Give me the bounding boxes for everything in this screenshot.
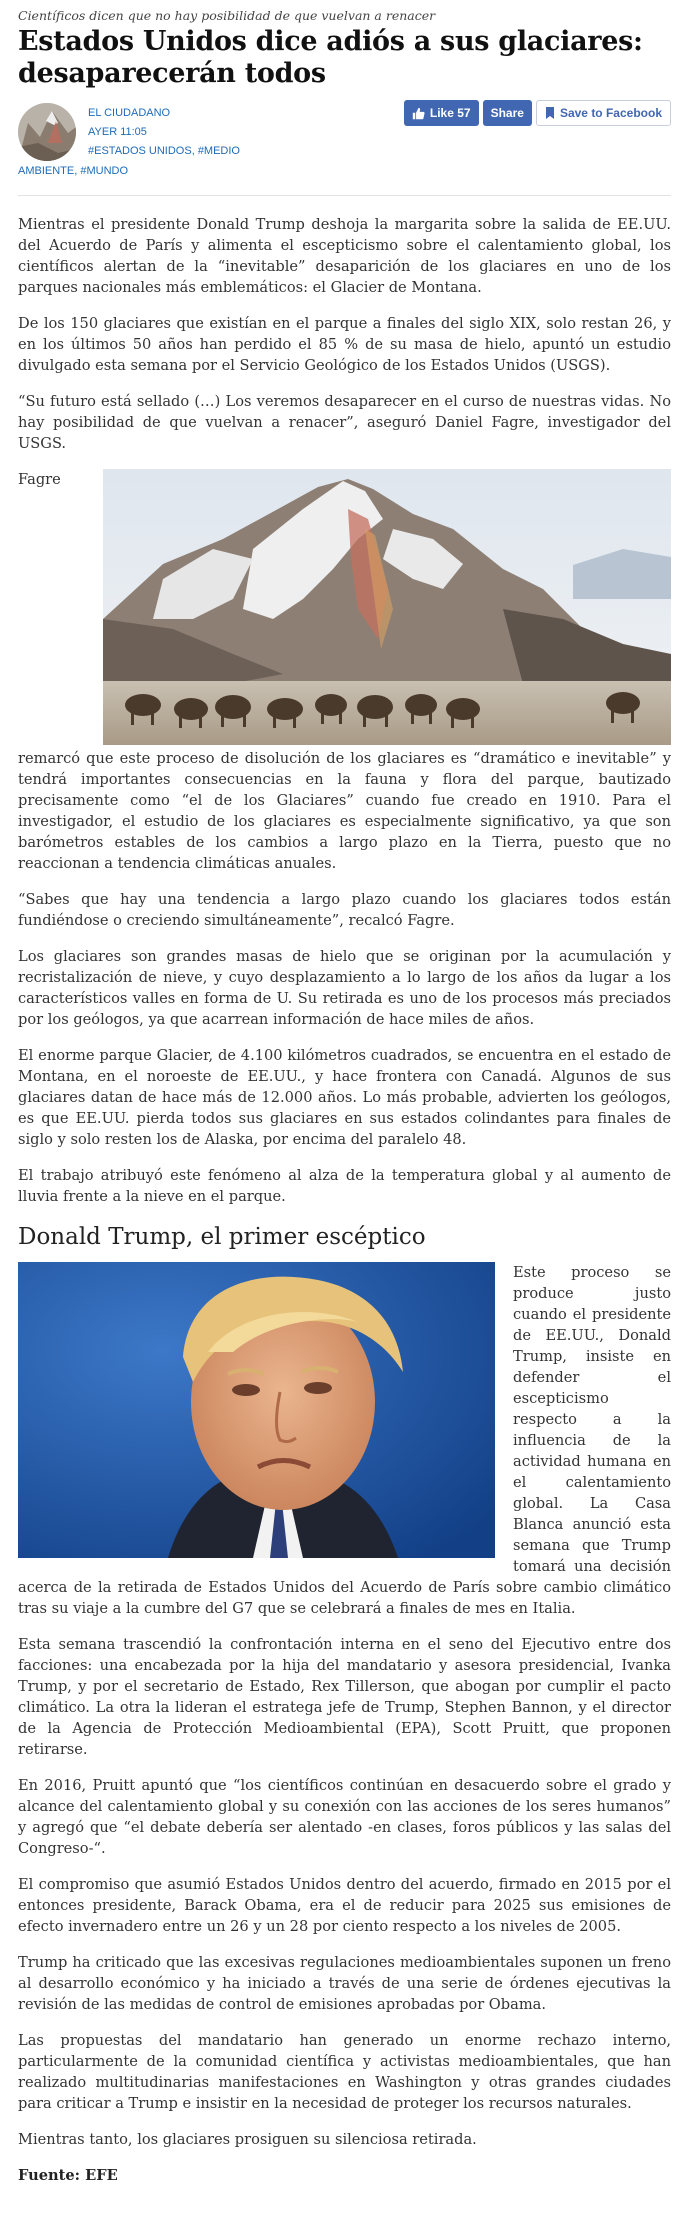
article-body (18, 214, 671, 2186)
paragraph: Esta semana trascendió la confrontación interna en el seno del Ejecutivo entre dos facciones: una encabezada por la hija del mandatario y asesora presidencial, Ivanka Trump, y por el secretario de Estado, Rex Tillerson, que abogan por cumplir el pacto climático. La otra la lideran el estratega jefe de Trump, Stephen Bannon, y el director de la Agencia de Protección Medioambiental (EPA), Scott Pruitt, que proponen retirarse. (18, 1636, 671, 1758)
paragraph: Trump ha criticado que las excesivas regulaciones medioambientales suponen un freno al desarrollo económico y ha iniciado a través de una serie de órdenes ejecutivas la revisión de las medidas de control de emisiones aprobadas por Obama. (18, 1954, 671, 2013)
publish-time: AYER 11:05 (88, 126, 147, 138)
facebook-actions (404, 100, 671, 126)
thumbs-up-icon (412, 107, 425, 120)
save-label: Save to Facebook (559, 106, 662, 120)
author-name[interactable]: EL CIUDADANO (88, 107, 171, 119)
article-kicker: Científicos dicen que no hay posibilidad de que vuelvan a renacer (18, 8, 436, 23)
article-source: Fuente: EFE (18, 2167, 118, 2184)
section-heading: Donald Trump, el primer escéptico (18, 1224, 426, 1250)
mountain-figure (18, 469, 671, 746)
paragraph: “Sabes que hay una tendencia a largo plazo cuando los glaciares todos están fundiéndose o creciendo simultáneamente”, recalcó Fagre. (18, 891, 671, 929)
facebook-share-button[interactable]: Share (483, 100, 532, 126)
author-avatar[interactable] (18, 103, 76, 161)
paragraph: El trabajo atribuyó este fenómeno al alza de la temperatura global y al aumento de lluvia frente a la nieve en el parque. (18, 1167, 671, 1205)
save-to-facebook-button[interactable] (536, 100, 671, 126)
paragraph: Los glaciares son grandes masas de hielo que se originan por la acumulación y recristalización de nieve, y cuyo desplazamiento a lo largo de los años da lugar a los característicos valles en forma de U. Su retirada es uno de los procesos más preciados por los geólogos, ya que acarrean información de hace miles de años. (18, 948, 671, 1028)
like-label: Like (429, 106, 454, 120)
like-count: 57 (457, 106, 471, 120)
portrait-photo-icon (18, 1262, 495, 1558)
author-info (88, 104, 240, 161)
mountain-bison-photo-icon (103, 469, 671, 745)
paragraph: Este proceso se produce justo cuando el presidente de EE.UU., Donald Trump, insiste en defender el escepticismo respecto a la influencia de la actividad humana en el calentamiento global. La Casa Blanca anunció esta semana que Trump tomará una decisión acerca de la retirada de Estados Unidos del Acuerdo de París sobre cambio climático tras su viaje a la cumbre del G7 que se celebrará a finales de mes en Italia. (18, 1264, 671, 1617)
paragraph: El compromiso que asumió Estados Unidos dentro del acuerdo, firmado en 2015 por el entonces presidente, Barack Obama, era el de reducir para 2025 sus emisiones de efecto invernadero entre un 26 y un 28 por ciento respecto a los niveles de 2005. (18, 1876, 671, 1935)
paragraph: Mientras el presidente Donald Trump deshoja la margarita sobre la salida de EE.UU. del Acuerdo de París y alimenta el escepticismo sobre el calentamiento global, los científicos alertan de la “inevitable” desaparición de los glaciares en uno de los parques nacionales más emblemáticos: el Glacier de Montana. (18, 216, 671, 296)
tags-line-2[interactable]: AMBIENTE, #MUNDO (18, 165, 129, 177)
paragraph: De los 150 glaciares que existían en el parque a finales del siglo XIX, solo restan 26, y en los últimos 50 años han perdido el 85 % de su masa de hielo, apuntó un estudio divulgado esta semana por el Servicio Geológico de los Estados Unidos (USGS). (18, 315, 671, 374)
paragraph: Las propuestas del mandatario han generado un enorme rechazo interno, particularmente de la comunidad científica y activistas medioambientales, que han realizado multitudinarias manifestaciones en Washington y otras grandes ciudades para criticar a Trump e insistir en la necesidad de proteger los recursos naturales. (18, 2032, 671, 2112)
trump-portrait-image (18, 1262, 495, 1558)
paragraph: “Su futuro está sellado (…) Los veremos desaparecer en el curso de nuestras vidas. No hay posibilidad de que vuelvan a renacer”, aseguró Daniel Fagre, investigador del USGS. (18, 393, 671, 452)
figure-lead-text: Fagre (18, 471, 61, 488)
paragraph: Mientras tanto, los glaciares prosiguen su silenciosa retirada. (18, 2131, 477, 2148)
paragraph: remarcó que este proceso de disolución de los glaciares es “dramático e inevitable” y tendrá importantes consecuencias en la fauna y flora del parque, bautizado precisamente como “el de los Glaciares” cuando fue creado en 1910. Para el investigador, el estudio de los glaciares es especialmente significativo, ya que son barómetros estables de los cambios a largo plazo en la Tierra, puesto que no reaccionan a tendencia climáticas anuales. (18, 750, 671, 872)
trump-section (18, 1262, 671, 1634)
mountain-avatar-icon (18, 103, 76, 161)
article-title: Estados Unidos dice adiós a sus glaciares: desaparecerán todos (18, 26, 643, 89)
bookmark-icon (545, 107, 555, 119)
paragraph: El enorme parque Glacier, de 4.100 kilómetros cuadrados, se encuentra en el estado de Montana, en el noroeste de EE.UU., y hace frontera con Canadá. Algunos de sus glaciares datan de hace más de 12.000 años. Lo más probable, advierten los geólogos, es que EE.UU. pierda todos sus glaciares en sus estados colindantes para finales de siglo y solo resten los de Alaska, por encima del paralelo 48. (18, 1047, 671, 1148)
facebook-like-button[interactable] (404, 100, 479, 126)
paragraph: En 2016, Pruitt apuntó que “los científicos continúan en desacuerdo sobre el grado y alcance del calentamiento global y su conexión con las acciones de los seres humanos” y agregó que “el debate debería ser alentado -en clases, foros públicos y las salas del Congreso-“. (18, 1777, 671, 1857)
mountain-bison-image (103, 469, 671, 745)
tags-line-1[interactable]: #ESTADOS UNIDOS, #MEDIO (88, 145, 240, 157)
article-meta (18, 96, 671, 196)
